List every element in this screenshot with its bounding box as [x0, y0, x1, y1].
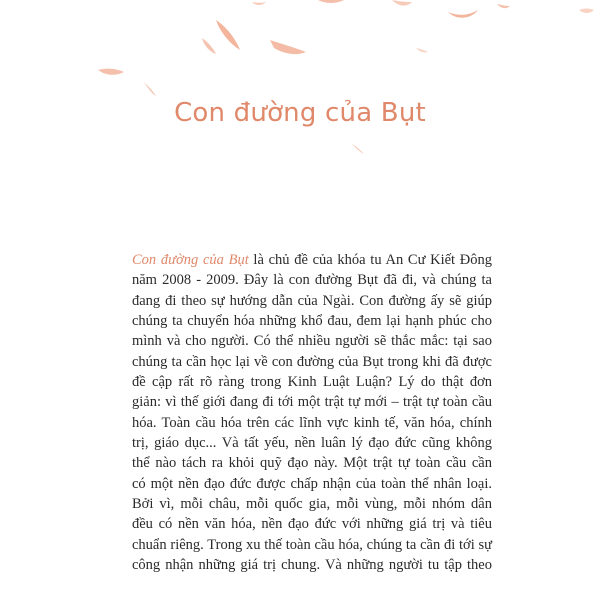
petal — [270, 40, 306, 54]
body-line: hóa. Toàn cầu hóa trên các lĩnh vực kinh tế, văn hóa, chính — [132, 414, 492, 431]
page-title: Con đường của Bụt — [174, 98, 426, 128]
body-line: công nhận những giá trị chung. Và những người tu tập theo — [132, 557, 492, 574]
body-line: thể nào tách ra khỏi quỹ đạo này. Một trật tự toàn cầu cần — [132, 455, 492, 472]
falling-petals-decoration — [0, 0, 600, 170]
body-line: đều có nền văn hóa, nền đạo đức với những giá trị và tiêu — [132, 516, 492, 533]
body-paragraph — [132, 250, 492, 576]
body-line-text: là chủ đề của khóa tu An Cư Kiết Đông — [248, 252, 493, 268]
body-line: Bởi vì, mỗi châu, mỗi quốc gia, mỗi vùng, mỗi nhóm dân — [132, 496, 492, 513]
petal — [252, 2, 266, 5]
petal — [202, 38, 216, 54]
petal — [392, 0, 412, 6]
body-line: trị, giáo dục... Và tất yếu, nền luân lý đạo đức cũng không — [132, 435, 492, 452]
petal — [318, 0, 344, 3]
body-line: chúng ta chuyển hóa những khổ đau, đem lại hạnh phúc cho — [132, 313, 492, 330]
body-line: chuẩn riêng. Trong xu thế toàn cầu hóa, chúng ta cần đi tới sự — [132, 536, 492, 553]
petal — [416, 48, 428, 52]
petal — [98, 69, 124, 75]
body-line: chúng ta cần học lại về con đường của Bụt trong khi đã được — [132, 353, 492, 370]
body-line: đề cập rất rõ ràng trong Kinh Luật Luận? Lý do thật đơn — [132, 374, 492, 391]
petal — [216, 20, 240, 50]
body-line: đang đi theo sự hướng dẫn của Ngài. Con đường ấy sẽ giúp — [132, 292, 492, 309]
body-line — [132, 250, 492, 270]
petal — [144, 82, 156, 96]
petal — [448, 10, 478, 18]
petal — [352, 144, 364, 154]
body-line: giản: vì thế giới đang đi tới một trật tự mới – trật tự toàn cầu — [132, 394, 492, 411]
body-line: mình và cho người. Có thể nhiều người sẽ thắc mắc: tại sao — [132, 333, 492, 350]
lead-title: Con đường của Bụt — [132, 252, 249, 268]
petal — [497, 4, 510, 8]
body-line: có một nền đạo đức được chấp nhận của toàn thể nhân loại. — [132, 475, 492, 492]
body-line: năm 2008 - 2009. Đây là con đường Bụt đã đi, và chúng ta — [132, 272, 492, 289]
petal — [579, 9, 594, 14]
